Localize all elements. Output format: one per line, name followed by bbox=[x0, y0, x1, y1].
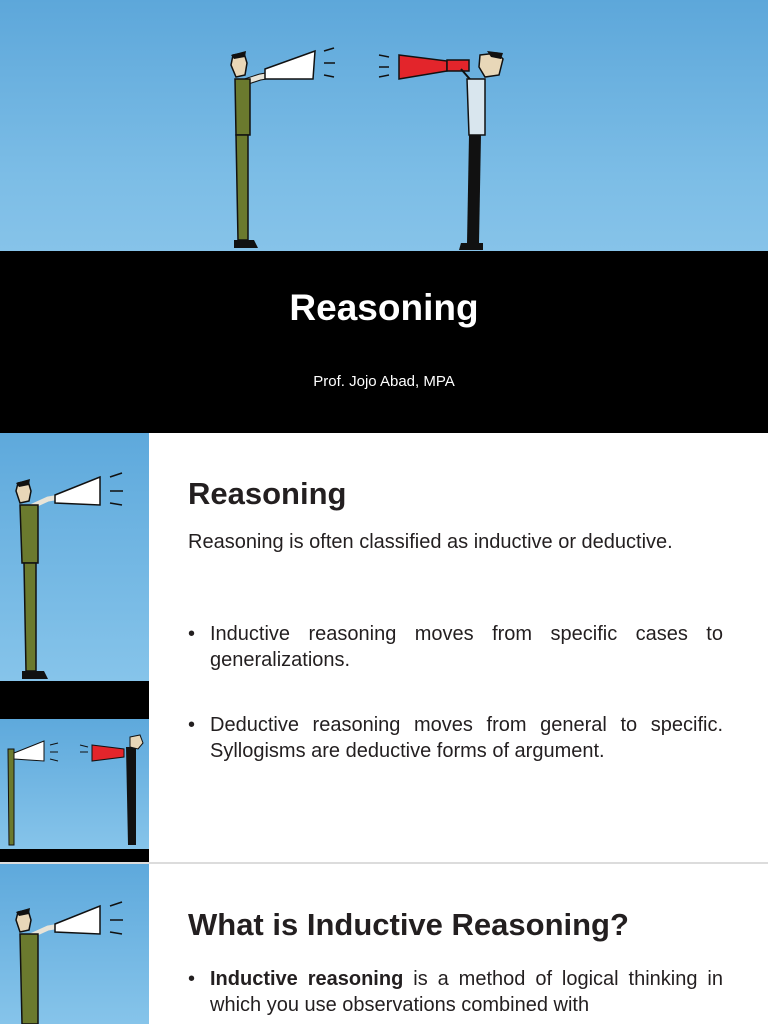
bullet-glyph: • bbox=[188, 968, 196, 990]
intro-paragraph: Reasoning is often classified as inductive or deductive. bbox=[188, 531, 673, 553]
bullet-glyph: • bbox=[188, 623, 196, 645]
megaphone-figure-left-illustration bbox=[0, 433, 149, 681]
bullet-item bbox=[188, 712, 723, 764]
bullet-text: Deductive reasoning moves from general to specific. Syllogisms are deductive forms of argument. bbox=[210, 714, 723, 762]
side-image-ground bbox=[0, 681, 149, 719]
bullet-item bbox=[188, 966, 723, 1018]
bullet-text: Inductive reasoning moves from specific cases to generalizations. bbox=[210, 623, 723, 671]
bullet-bold-term: Inductive reasoning bbox=[210, 968, 404, 990]
bullet-item bbox=[188, 621, 723, 673]
presentation-title: Reasoning bbox=[289, 287, 479, 328]
title-band bbox=[0, 251, 768, 433]
title-slide bbox=[0, 0, 768, 433]
slide-title: What is Inductive Reasoning? bbox=[188, 907, 629, 942]
bullet-text bbox=[210, 966, 723, 1018]
content-slide-inductive bbox=[0, 864, 768, 1024]
side-image-top bbox=[0, 864, 149, 1024]
side-image-ground-bottom bbox=[0, 849, 149, 863]
megaphone-figure-right-illustration bbox=[0, 719, 149, 849]
megaphone-figure-left-illustration bbox=[220, 45, 350, 255]
side-image-bottom bbox=[0, 719, 149, 849]
megaphone-figure-right-illustration bbox=[375, 45, 515, 255]
side-image-top bbox=[0, 433, 149, 681]
bullet-glyph: • bbox=[188, 714, 196, 736]
presenter-name: Prof. Jojo Abad, MPA bbox=[313, 373, 455, 390]
megaphone-figure-left-illustration bbox=[0, 864, 149, 1024]
bullet-rest-text: is a method of logical thinking in which you use observations combined with bbox=[210, 968, 723, 1016]
slide-title: Reasoning bbox=[188, 476, 347, 511]
content-slide-reasoning bbox=[0, 433, 768, 863]
